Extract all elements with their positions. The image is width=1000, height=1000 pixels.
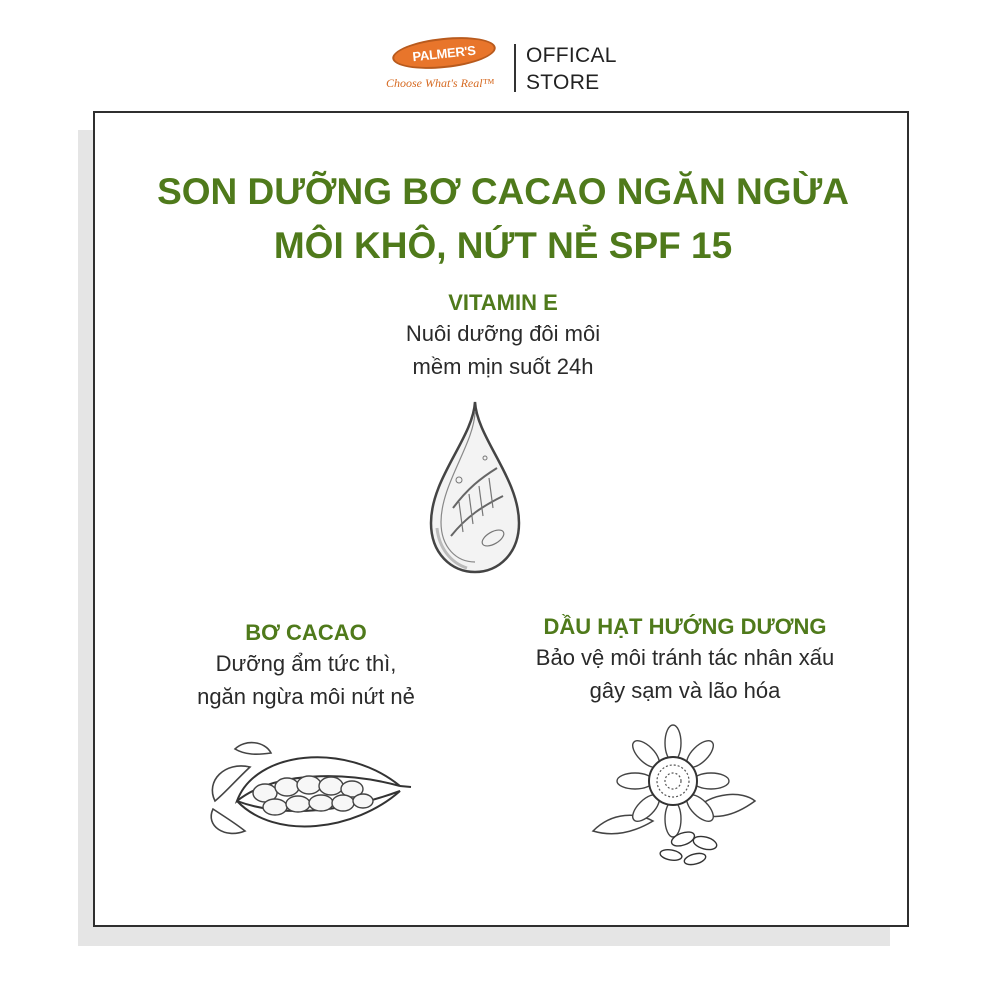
feature-description-line1: Dưỡng ẩm tức thì, — [215, 651, 397, 676]
feature-vitamin-e — [313, 289, 693, 383]
cacao-pod-icon — [195, 731, 415, 851]
brand-name: PALMER'S — [411, 42, 477, 64]
feature-title: BƠ CACAO — [245, 620, 367, 645]
sunflower-icon — [583, 721, 763, 871]
brand-logo-badge — [391, 33, 498, 74]
feature-description-line1: Nuôi dưỡng đôi môi — [405, 321, 601, 346]
feature-cocoa-butter — [135, 619, 477, 713]
feature-description-line2: ngăn ngừa môi nứt nẻ — [197, 684, 415, 709]
product-title-line1: SON DƯỠNG BƠ CACAO NGĂN NGỪA — [157, 171, 849, 212]
store-label-line2: STORE — [526, 71, 600, 94]
feature-sunflower-oil — [475, 613, 895, 707]
feature-description-line2: gây sạm và lão hóa — [589, 678, 781, 703]
feature-title: VITAMIN E — [448, 290, 558, 315]
feature-title: DẦU HẠT HƯỚNG DƯƠNG — [543, 614, 827, 639]
brand-tagline: Choose What's Real™ — [386, 76, 495, 90]
product-title — [115, 165, 891, 273]
feature-description-line1: Bảo vệ môi tránh tác nhân xấu — [535, 645, 835, 670]
feature-description — [135, 647, 477, 713]
header-divider — [514, 44, 516, 92]
product-card — [93, 111, 909, 927]
feature-description — [313, 317, 693, 383]
feature-description — [475, 641, 895, 707]
oil-drop-icon — [423, 398, 527, 578]
product-title-line2: MÔI KHÔ, NỨT NẺ SPF 15 — [273, 225, 733, 266]
store-label — [526, 42, 666, 96]
feature-description-line2: mềm mịn suốt 24h — [412, 354, 594, 379]
store-label-line1: OFFICAL — [526, 44, 617, 67]
brand-logo — [380, 36, 500, 100]
